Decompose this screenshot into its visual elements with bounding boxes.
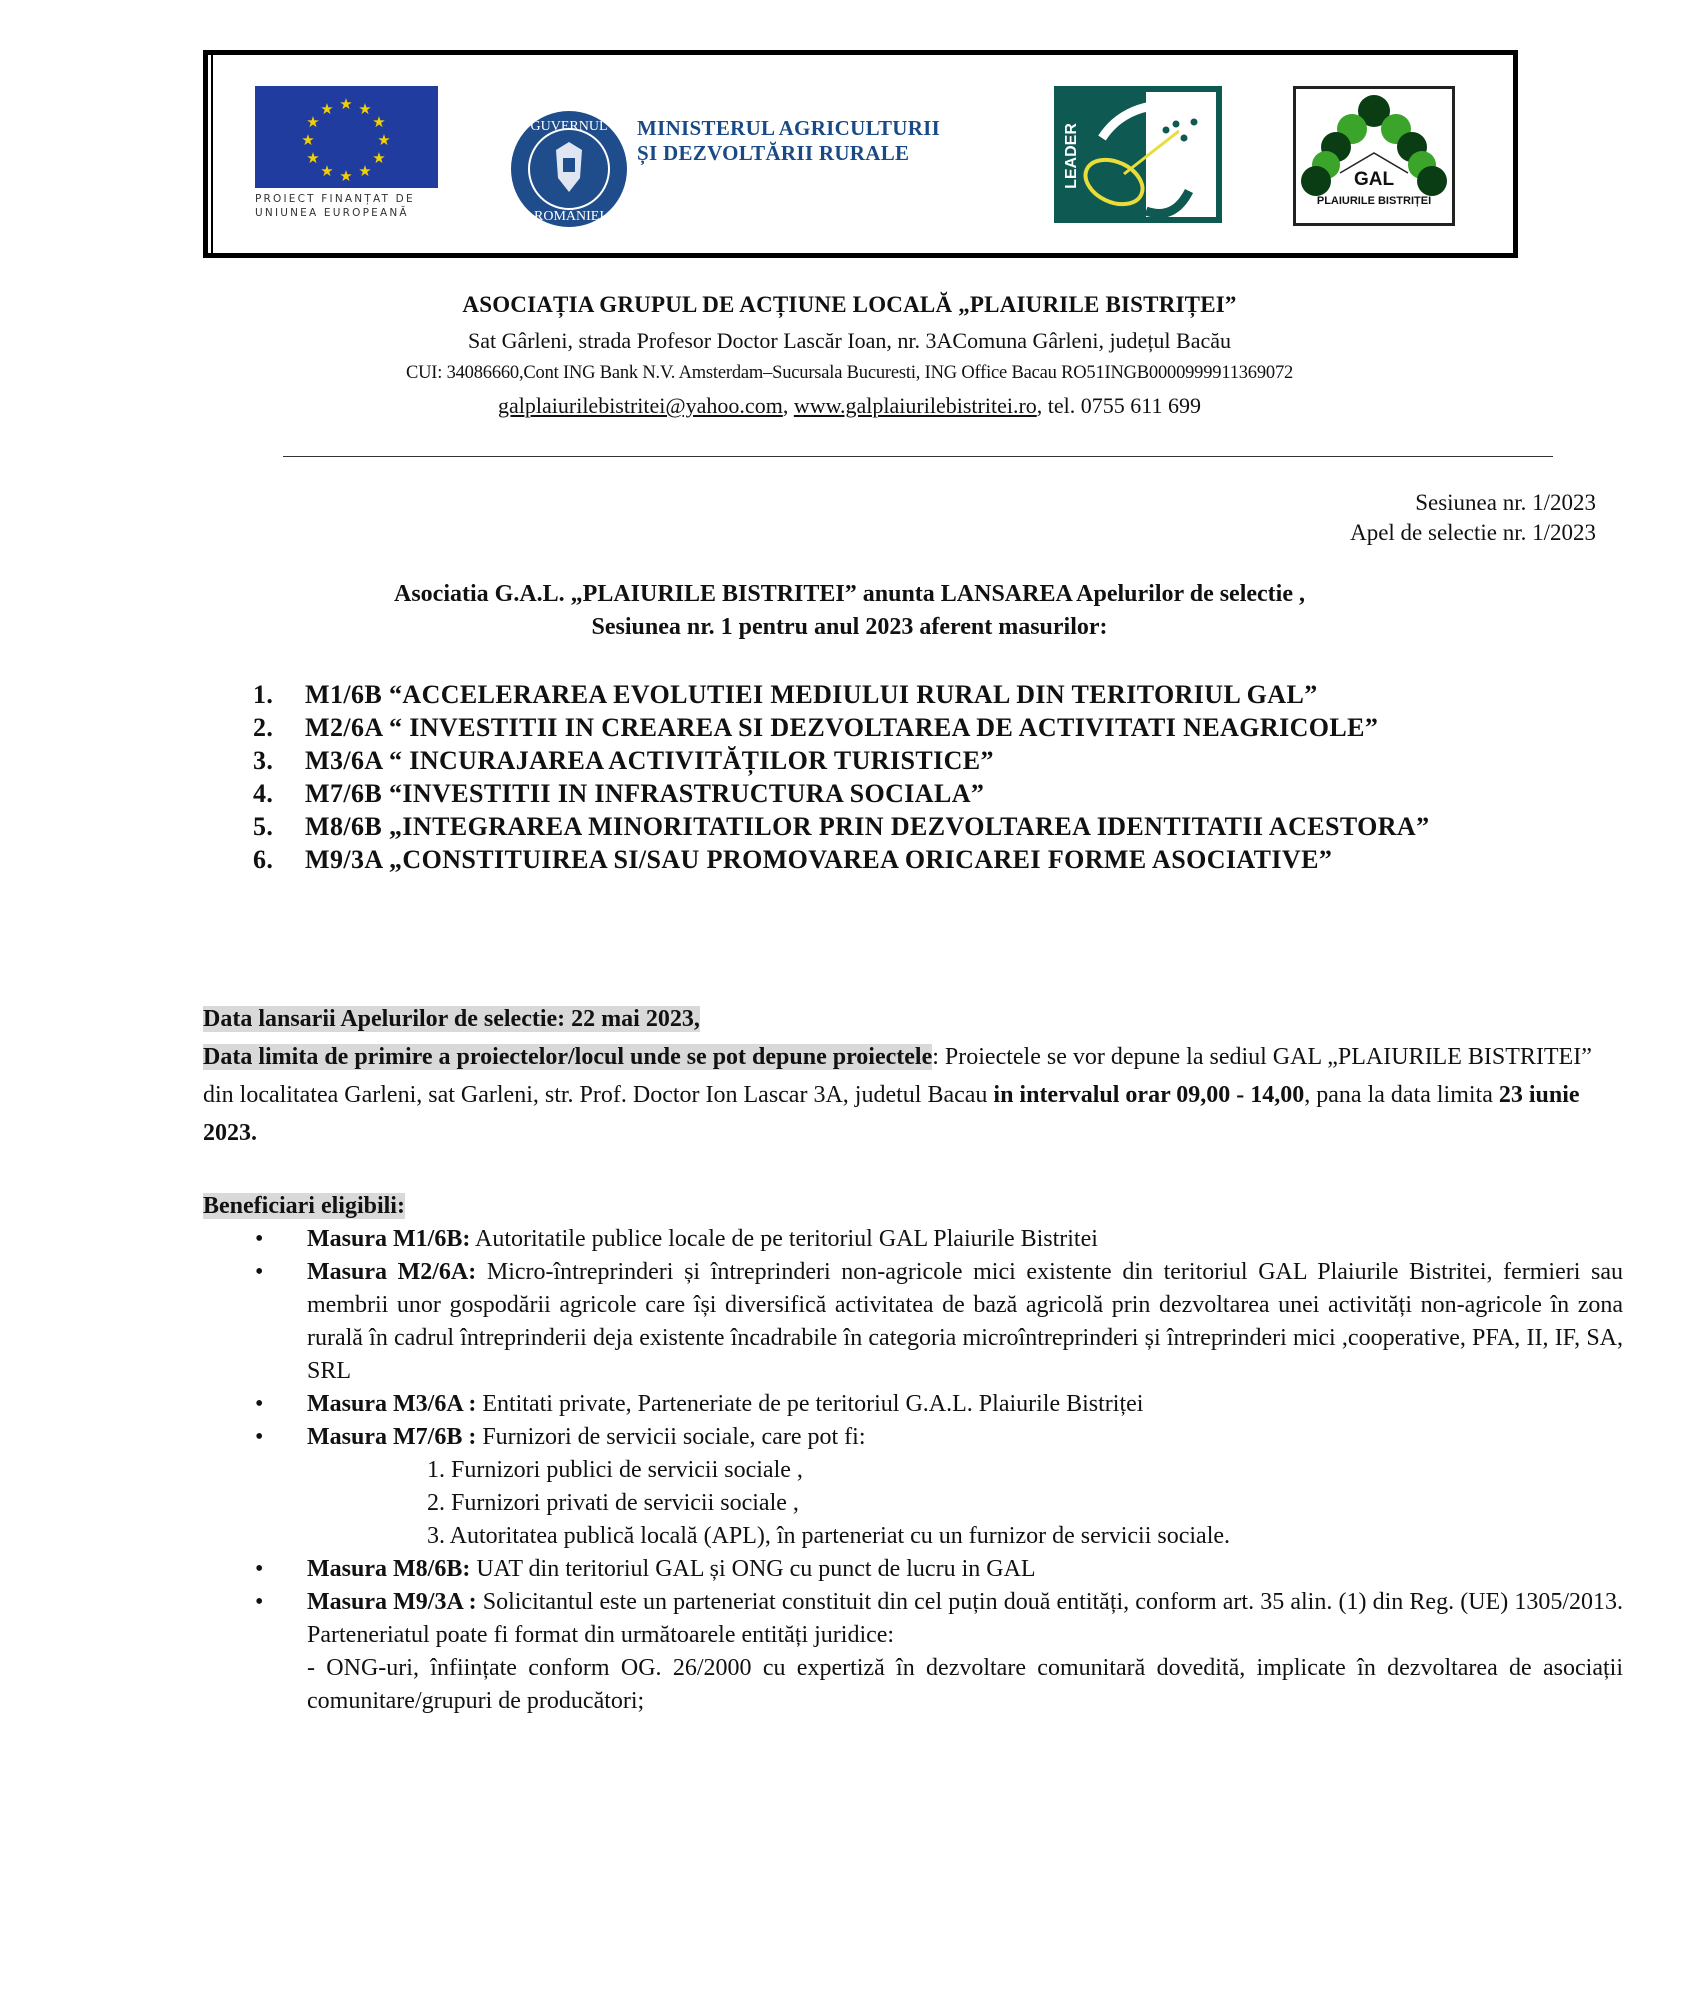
svg-text:GUVERNUL: GUVERNUL — [530, 119, 608, 134]
svg-text:★: ★ — [358, 164, 372, 180]
sub-item: 1. Furnizori publici de servicii sociale , — [427, 1457, 803, 1483]
ministry-name: MINISTERUL AGRICULTURII ȘI DEZVOLTĂRII RURALE — [637, 116, 941, 165]
measure-item: 6. M9/3A „CONSTITUIREA SI/SAU PROMOVAREA ORICAREI FORME ASOCIATIVE” — [253, 845, 1333, 874]
organization-bank-details: CUI: 34086660,Cont ING Bank N.V. Amsterdam–Sucursala Bucuresti, ING Office Bacau RO51INGB0000999911369072 — [405, 363, 1294, 383]
svg-text:★: ★ — [306, 151, 320, 167]
email-link[interactable]: galplaiurilebistritei@yahoo.com — [498, 393, 783, 418]
bullet-icon: • — [255, 1391, 264, 1417]
measure-item: 5. M8/6B „INTEGRAREA MINORITATILOR PRIN DEZVOLTAREA IDENTITATII ACESTORA” — [253, 812, 1430, 841]
session-info — [1350, 488, 1596, 548]
svg-text:★: ★ — [301, 133, 315, 149]
measure-item: 3. M3/6A “ INCURAJAREA ACTIVITĂȚILOR TURISTICE” — [253, 746, 994, 775]
sub-item: 3. Autoritatea publică locală (APL), în parteneriat cu un furnizor de servicii sociale. — [427, 1523, 1231, 1549]
gal-logo-icon: GAL PLAIURILE BISTRIȚEI — [1293, 86, 1455, 226]
deadline-label: Data limita de primire a proiectelor/locul unde se pot depune proiectele — [203, 1044, 933, 1070]
announcement-heading: Asociatia G.A.L. „PLAIURILE BISTRITEI” anunta LANSAREA Apelurilor de selectie , Sesiunea nr. 1 pentru anul 2023 aferent masurilor: — [394, 581, 1305, 640]
svg-text:★: ★ — [372, 115, 386, 131]
measures-list — [253, 678, 1653, 876]
svg-text:ROMÂNIEI: ROMÂNIEI — [534, 209, 604, 224]
svg-text:★: ★ — [377, 133, 391, 149]
organization-contact: galplaiurilebistritei@yahoo.com, www.galplaiurilebistritei.ro, tel. 0755 611 699 — [498, 393, 1201, 418]
session-number: Sesiunea nr. 1/2023 — [1415, 490, 1596, 515]
svg-text:★: ★ — [339, 97, 353, 113]
phone-number: tel. 0755 611 699 — [1047, 393, 1201, 418]
bullet-icon: • — [255, 1556, 264, 1582]
call-number: Apel de selectie nr. 1/2023 — [1350, 520, 1596, 545]
beneficiary-item: • Masura M9/3A : Solicitantul este un parteneriat constituit din cel puțin două entități, conform art. 35 alin. (1) din Reg. (UE) 1305/2013. Parteneriatul poate fi format din următoarele entități juridice: - ONG-uri, înființate conform OG. 26/2000 cu expertiză în dezvoltare comunitară dovedită, implicate în dezvoltarea de asociații comunitare/grupuri de producători; — [203, 1586, 1623, 1718]
sub-item: 2. Furnizori privati de servicii sociale , — [427, 1490, 799, 1516]
header-divider — [283, 456, 1553, 457]
svg-text:★: ★ — [358, 102, 372, 118]
svg-text:★: ★ — [372, 151, 386, 167]
deadline-date: 23 iunie 2023. — [203, 1082, 1580, 1146]
bullet-icon: • — [255, 1259, 264, 1285]
beneficiary-item: • Masura M3/6A : Entitati private, Parteneriate de pe teritoriul G.A.L. Plaiurile Bistriței — [203, 1388, 1623, 1421]
bullet-icon: • — [255, 1424, 264, 1450]
measure-item: 1. M1/6B “ACCELERAREA EVOLUTIEI MEDIULUI RURAL DIN TERITORIUL GAL” — [253, 680, 1318, 709]
beneficiary-extra: - ONG-uri, înființate conform OG. 26/2000 cu expertiză în dezvoltare comunitară dovedită, implicate în dezvoltarea de asociații comunitare/grupuri de producători; — [307, 1655, 1623, 1714]
leader-logo-icon — [1054, 86, 1222, 223]
bullet-icon: • — [255, 1589, 264, 1615]
beneficiaries-list — [203, 1223, 1623, 1718]
government-seal-icon — [508, 108, 630, 230]
organization-name: ASOCIAȚIA GRUPUL DE ACȚIUNE LOCALĂ „PLAIURILE BISTRIȚEI” — [462, 292, 1237, 317]
beneficiary-item: • Masura M8/6B: UAT din teritoriul GAL și ONG cu punct de lucru in GAL — [203, 1553, 1623, 1586]
dates-section: Data lansarii Apelurilor de selectie: 22 mai 2023, Data limita de primire a proiectelor/locul unde se pot depune proiectele: Proiectele se vor depune la sediul GAL „PLAIURILE BISTRITEI” din localitatea Garleni, sat Garleni, str. Prof. Doctor Ion Lascar 3A, judetul Bacau in intervalul orar 09,00 - 14,00, pana la data limita 23 iunie 2023. — [203, 1006, 1592, 1146]
organization-address: Sat Gârleni, strada Profesor Doctor Lascăr Ioan, nr. 3AComuna Gârleni, județul Bacău — [467, 328, 1232, 353]
beneficiary-item: • Masura M7/6B : Furnizori de servicii sociale, care pot fi: 1. Furnizori publici de servicii sociale , 2. Furnizori privati de servicii sociale , 3. Autoritatea publică locală (APL), în parteneriat cu un furnizor de servicii sociale. — [203, 1421, 1623, 1553]
eu-flag-icon — [255, 86, 438, 188]
svg-text:LEADER: LEADER — [1063, 123, 1080, 189]
measure-item: 2. M2/6A “ INVESTITII IN CREAREA SI DEZVOLTAREA DE ACTIVITATI NEAGRICOLE” — [253, 713, 1379, 742]
eu-caption: PROIECT FINANȚAT DE UNIUNEA EUROPEANĂ — [255, 193, 415, 219]
measure-item: 4. M7/6B “INVESTITII IN INFRASTRUCTURA SOCIALA” — [253, 779, 985, 808]
beneficiaries-title: Beneficiari eligibili: — [203, 1193, 405, 1219]
beneficiary-item: • Masura M1/6B: Autoritatile publice locale de pe teritoriul GAL Plaiurile Bistritei — [203, 1223, 1623, 1256]
svg-text:★: ★ — [339, 169, 353, 185]
bullet-icon: • — [255, 1226, 264, 1252]
launch-date: Data lansarii Apelurilor de selectie: 22 mai 2023, — [203, 1006, 700, 1032]
website-link[interactable]: www.galplaiurilebistritei.ro — [793, 393, 1037, 418]
beneficiary-item: • Masura M2/6A: Micro-întreprinderi și întreprinderi non-agricole mici existente din teritoriul GAL Plaiurile Bistritei, fermieri sau membrii unor gospodării agricole care își diversifică activitatea de bază agricolă prin dezvoltarea unei activități non-agricole în zona rurală în cadrul întreprinderii deja existente încadrabile în categoria microîntreprinderi și întreprinderi mici ,cooperative, PFA, II, IF, SA, SRL — [203, 1256, 1623, 1388]
svg-text:★: ★ — [320, 164, 334, 180]
submission-hours: in intervalul orar 09,00 - 14,00 — [993, 1082, 1305, 1108]
beneficiaries-section — [203, 1190, 1623, 1718]
svg-text:★: ★ — [320, 102, 334, 118]
svg-text:★: ★ — [306, 115, 320, 131]
